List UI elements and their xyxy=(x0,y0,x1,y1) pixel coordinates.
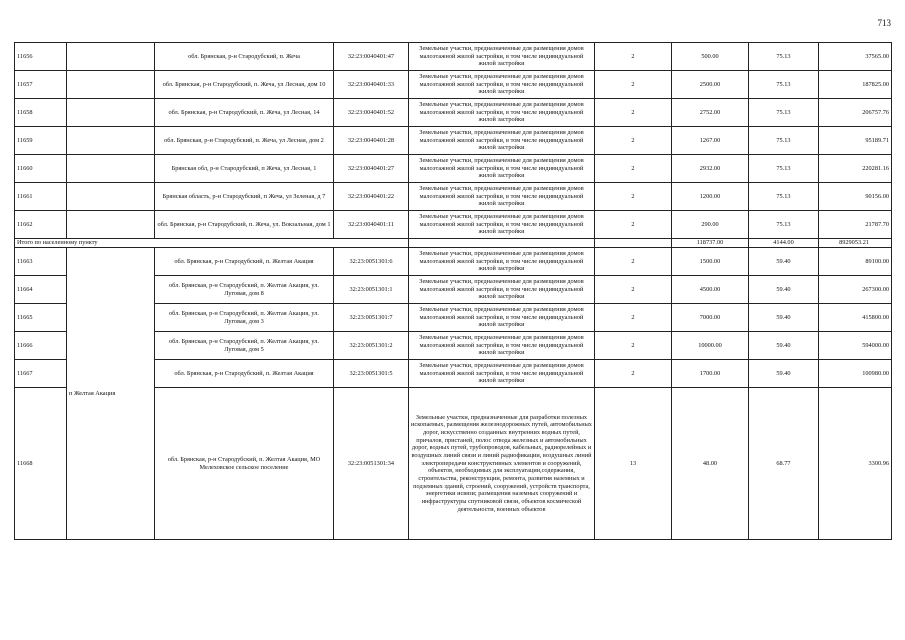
total-section xyxy=(15,239,892,248)
row-price: 59.40 xyxy=(749,276,819,304)
row-address: обл. Брянская, р-н Стародубский, п. Желтая Акация, МО Мелеховское сельское поселение xyxy=(155,388,334,540)
row-land-use: Земельные участки, предназначенные для размещения домов малоэтажной жилой застройки, в том числе индивидуальной жилой застройки xyxy=(409,248,595,276)
row-address: Брянская область, р-н Стародубский, п Жеча, ул Зеленая, д 7 xyxy=(155,183,334,211)
row-category: 2 xyxy=(595,332,672,360)
row-address: обл. Брянская, р-н Стародубский, п. Желтая Акация xyxy=(155,360,334,388)
table-row xyxy=(15,43,892,71)
row-price: 68.77 xyxy=(749,388,819,540)
row-price: 75.13 xyxy=(749,127,819,155)
row-price: 75.13 xyxy=(749,43,819,71)
row-address: Брянская обл, р-н Стародубский, п Жеча, ул Лесная, 1 xyxy=(155,155,334,183)
row-address: обл. Брянская, р-н Стародубский, п. Жеча xyxy=(155,43,334,71)
row-area: 1267.00 xyxy=(672,127,749,155)
row-land-use: Земельные участки, предназначенные для размещения домов малоэтажной жилой застройки, в том числе индивидуальной жилой застройки xyxy=(409,71,595,99)
row-cadastral-number: 32:23:0040401:52 xyxy=(334,99,409,127)
row-area: 1200.00 xyxy=(672,183,749,211)
row-cadastral-number: 32:23:0040401:27 xyxy=(334,155,409,183)
row-category: 2 xyxy=(595,43,672,71)
row-settlement xyxy=(67,99,155,127)
row-cadastral-number: 32:23:0051301:6 xyxy=(334,248,409,276)
row-area: 1500.00 xyxy=(672,248,749,276)
row-number: 11668 xyxy=(15,388,67,540)
row-area: 4500.00 xyxy=(672,276,749,304)
row-land-use: Земельные участки, предназначенные для размещения домов малоэтажной жилой застройки, в том числе индивидуальной жилой застройки xyxy=(409,332,595,360)
row-area: 10000.00 xyxy=(672,332,749,360)
row-number: 11660 xyxy=(15,155,67,183)
row-cadastral-number: 32:23:0040401:28 xyxy=(334,127,409,155)
row-number: 11659 xyxy=(15,127,67,155)
land-register-table xyxy=(14,42,892,540)
row-number: 11664 xyxy=(15,276,67,304)
row-area: 7000.00 xyxy=(672,304,749,332)
row-land-use: Земельные участки, предназначенные для размещения домов малоэтажной жилой застройки, в том числе индивидуальной жилой застройки xyxy=(409,43,595,71)
row-land-use: Земельные участки, предназначенные для размещения домов малоэтажной жилой застройки, в том числе индивидуальной жилой застройки xyxy=(409,127,595,155)
row-settlement xyxy=(67,211,155,239)
row-address: обл. Брянская, р-н Стародубский, п. Жеча, ул Лесная, дом 10 xyxy=(155,71,334,99)
row-area: 2500.00 xyxy=(672,71,749,99)
row-number: 11657 xyxy=(15,71,67,99)
row-address: обл. Брянская, р-н Стародубский, п. Желтая Акация, ул. Луговая, дом 8 xyxy=(155,276,334,304)
row-value: 37565.00 xyxy=(819,43,892,71)
row-cadastral-number: 32:23:0051301:7 xyxy=(334,304,409,332)
row-number: 11667 xyxy=(15,360,67,388)
row-category: 2 xyxy=(595,276,672,304)
row-settlement xyxy=(67,43,155,71)
row-category: 2 xyxy=(595,248,672,276)
row-value: 89100.00 xyxy=(819,248,892,276)
row-number: 11663 xyxy=(15,248,67,276)
row-cadastral-number: 32:23:0040401:33 xyxy=(334,71,409,99)
row-settlement xyxy=(67,155,155,183)
table-body-zhecha xyxy=(15,43,892,239)
row-value: 90156.00 xyxy=(819,183,892,211)
row-cadastral-number: 32:23:0051301:1 xyxy=(334,276,409,304)
row-land-use: Земельные участки, предназначенные для размещения домов малоэтажной жилой застройки, в том числе индивидуальной жилой застройки xyxy=(409,155,595,183)
row-price: 59.40 xyxy=(749,360,819,388)
page-number: 713 xyxy=(877,18,891,28)
row-area: 2932.00 xyxy=(672,155,749,183)
row-land-use: Земельные участки, предназначенные для размещения домов малоэтажной жилой застройки, в том числе индивидуальной жилой застройки xyxy=(409,360,595,388)
row-land-use: Земельные участки, предназначенные для размещения домов малоэтажной жилой застройки, в том числе индивидуальной жилой застройки xyxy=(409,276,595,304)
row-value: 3300.96 xyxy=(819,388,892,540)
row-address: обл. Брянская, р-н Стародубский, п. Жеча, ул Лесная, дом 2 xyxy=(155,127,334,155)
total-value: 8929053.21 xyxy=(819,239,892,248)
total-label: Итого по населенному пункту xyxy=(15,239,409,248)
row-price: 75.13 xyxy=(749,211,819,239)
row-value: 21787.70 xyxy=(819,211,892,239)
table-row xyxy=(15,183,892,211)
row-price: 59.40 xyxy=(749,332,819,360)
row-category: 2 xyxy=(595,71,672,99)
total-category-empty xyxy=(595,239,672,248)
row-land-use: Земельные участки, предназначенные для размещения домов малоэтажной жилой застройки, в том числе индивидуальной жилой застройки xyxy=(409,211,595,239)
row-cadastral-number: 32:23:0040401:11 xyxy=(334,211,409,239)
row-address: обл. Брянская, р-н Стародубский, п. Желтая Акация, ул. Луговая, дом 5 xyxy=(155,332,334,360)
row-cadastral-number: 32:23:0051301:34 xyxy=(334,388,409,540)
row-price: 75.13 xyxy=(749,99,819,127)
row-area: 2752.00 xyxy=(672,99,749,127)
row-value: 594000.00 xyxy=(819,332,892,360)
row-address: обл. Брянская, р-н Стародубский, п. Желтая Акация, ул. Луговая, дом 3 xyxy=(155,304,334,332)
table-row xyxy=(15,248,892,276)
row-cadastral-number: 32:23:0051301:2 xyxy=(334,332,409,360)
row-area: 500.00 xyxy=(672,43,749,71)
row-value: 187825.00 xyxy=(819,71,892,99)
row-price: 75.13 xyxy=(749,183,819,211)
row-land-use: Земельные участки, предназначенные для размещения домов малоэтажной жилой застройки, в том числе индивидуальной жилой застройки xyxy=(409,99,595,127)
row-land-use: Земельные участки, предназначенные для размещения домов малоэтажной жилой застройки, в том числе индивидуальной жилой застройки xyxy=(409,183,595,211)
row-value: 206757.76 xyxy=(819,99,892,127)
row-area: 290.00 xyxy=(672,211,749,239)
row-price: 59.40 xyxy=(749,248,819,276)
row-price: 59.40 xyxy=(749,304,819,332)
row-category: 13 xyxy=(595,388,672,540)
row-address: обл. Брянская, р-н Стародубский, п. Жеча, ул Лесная, 14 xyxy=(155,99,334,127)
row-number: 11662 xyxy=(15,211,67,239)
row-category: 2 xyxy=(595,183,672,211)
row-number: 11658 xyxy=(15,99,67,127)
row-land-use: Земельные участки, предназначенные для размещения домов малоэтажной жилой застройки, в том числе индивидуальной жилой застройки xyxy=(409,304,595,332)
row-category: 2 xyxy=(595,360,672,388)
row-value: 95189.71 xyxy=(819,127,892,155)
row-cadastral-number: 32:23:0040401:47 xyxy=(334,43,409,71)
total-price: 4144.00 xyxy=(749,239,819,248)
row-address: обл. Брянская, р-н Стародубский, п. Желтая Акация xyxy=(155,248,334,276)
row-settlement xyxy=(67,127,155,155)
row-price: 75.13 xyxy=(749,71,819,99)
row-value: 415800.00 xyxy=(819,304,892,332)
table-row xyxy=(15,71,892,99)
table-row xyxy=(15,127,892,155)
table-body-zheltaya-akaciya xyxy=(15,248,892,540)
row-cadastral-number: 32:23:0051301:5 xyxy=(334,360,409,388)
row-value: 220281.16 xyxy=(819,155,892,183)
row-value: 267300.00 xyxy=(819,276,892,304)
row-category: 2 xyxy=(595,304,672,332)
row-cadastral-number: 32:23:0040401:22 xyxy=(334,183,409,211)
row-address: обл. Брянская, р-н Стародубский, п. Жеча, ул. Вокзальная, дом 1 xyxy=(155,211,334,239)
table-row xyxy=(15,155,892,183)
table-row xyxy=(15,211,892,239)
table-row xyxy=(15,99,892,127)
row-number: 11661 xyxy=(15,183,67,211)
settlement-name: п Желтая Акация xyxy=(67,248,155,540)
total-use-empty xyxy=(409,239,595,248)
row-number: 11665 xyxy=(15,304,67,332)
row-settlement xyxy=(67,71,155,99)
total-area: 118737.00 xyxy=(672,239,749,248)
row-category: 2 xyxy=(595,155,672,183)
row-number: 11656 xyxy=(15,43,67,71)
row-category: 2 xyxy=(595,127,672,155)
row-category: 2 xyxy=(595,211,672,239)
row-land-use: Земельные участки, предназначенные для разработки полезных ископаемых, размещения железнодорожных путей, автомобильных дорог, искусственно созданных внутренних водных путей, причалов, пристаней, полос отвода железных и автомобильных дорог, водных путей, трубопроводов, кабельных, радиорелейных и воздушных линий связи и линий радиофикации, воздушных линий электропередачи конструктивных элементов и сооружений, объектов, необходимых для эксплуатации,содержания, строительства, реконструкции, ремонта, развития наземных и подземных зданий, строений, сооружений, устройств транспорта, энергетики исвязи; размещения наземных сооружений и инфраструктуры спутниковой связи, объектов космической деятельности, военных объектов xyxy=(409,388,595,540)
settlement-total-row xyxy=(15,239,892,248)
row-category: 2 xyxy=(595,99,672,127)
row-value: 100980.00 xyxy=(819,360,892,388)
row-number: 11666 xyxy=(15,332,67,360)
row-price: 75.13 xyxy=(749,155,819,183)
row-settlement xyxy=(67,183,155,211)
row-area: 48.00 xyxy=(672,388,749,540)
row-area: 1700.00 xyxy=(672,360,749,388)
